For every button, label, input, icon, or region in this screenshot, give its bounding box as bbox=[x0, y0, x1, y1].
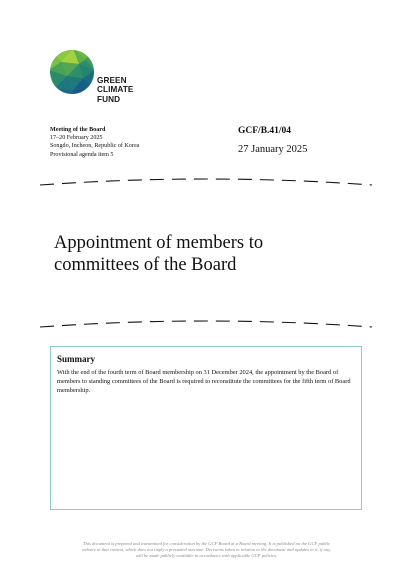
meeting-location: Songdo, Incheon, Republic of Korea bbox=[50, 143, 140, 150]
title-line-2: committees of the Board bbox=[54, 255, 237, 275]
bottom-divider bbox=[38, 318, 374, 332]
summary-box bbox=[50, 346, 362, 510]
wordmark-line-2: CLIMATE bbox=[97, 85, 134, 95]
disclaimer-footer bbox=[44, 541, 369, 559]
summary-text: With the end of the fourth term of Board membership on 31 December 2024, the appointment by the Board of members to standing committees of the Board is required to reconstitute the committees for the fifth term of Board membership. bbox=[57, 369, 351, 394]
footer-line-3: will be made publicly available in accordance with applicable GCF policies. bbox=[135, 553, 278, 558]
meeting-agenda-item: Provisional agenda item 5 bbox=[50, 151, 114, 158]
document-symbol: GCF/B.41/04 bbox=[238, 126, 292, 136]
meeting-info bbox=[50, 126, 139, 159]
gcf-logo bbox=[49, 48, 149, 108]
title-line-1: Appointment of members to bbox=[54, 233, 264, 253]
wordmark-line-3: FUND bbox=[97, 94, 121, 104]
meeting-dates: 17–20 February 2025 bbox=[50, 135, 103, 142]
meeting-title: Meeting of the Board bbox=[50, 127, 106, 133]
footer-line-2: website in that context, which does not imply a presumed outcome. Decisions taken in relation to the document and updates to it, if any, bbox=[81, 547, 332, 552]
footer-line-1: This document is prepared and transmitted for consideration by the GCF Board at a Board meeting. It is published on the GCF public bbox=[83, 541, 330, 546]
document-title bbox=[54, 232, 354, 276]
gcf-globe-icon bbox=[49, 48, 95, 96]
top-divider bbox=[38, 176, 374, 190]
document-date: 27 January 2025 bbox=[238, 144, 308, 155]
summary-heading: Summary bbox=[57, 354, 95, 364]
wordmark-line-1: GREEN bbox=[97, 76, 127, 85]
gcf-wordmark bbox=[97, 76, 133, 104]
